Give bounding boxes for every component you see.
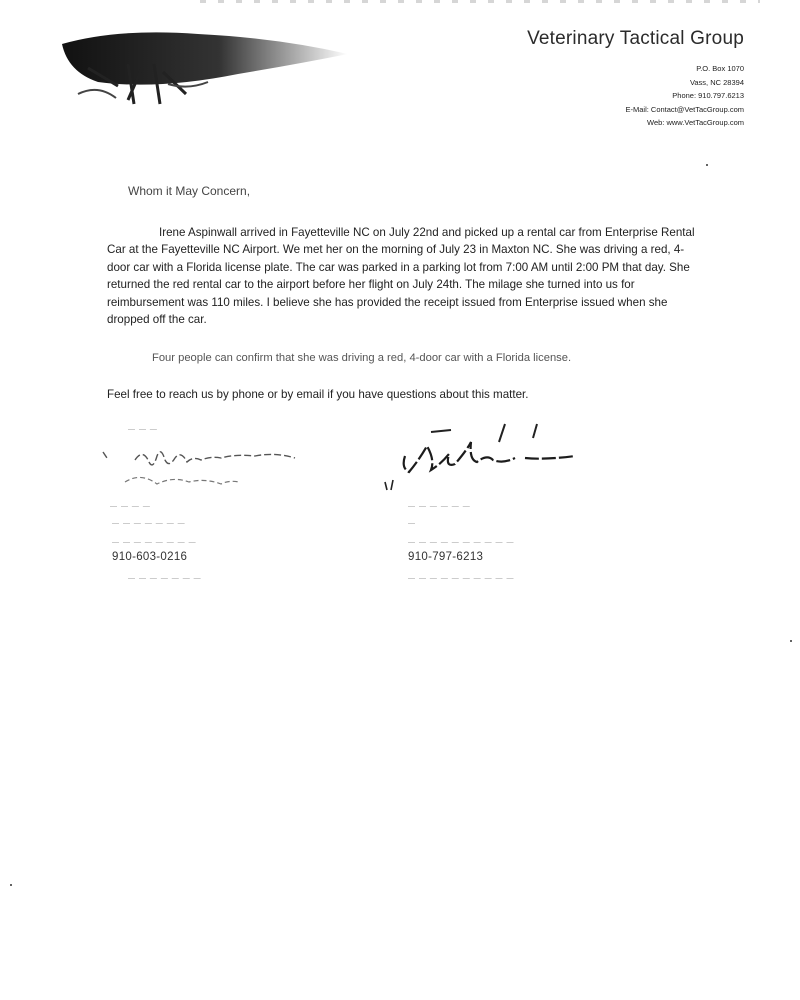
signer-left-title-faded: — — — — — — —	[112, 520, 186, 527]
signer-right-name-faded: — — — — — —	[408, 503, 471, 510]
signer-left-address-faded: — — — — — — — —	[112, 539, 197, 546]
signer-right-title-faded: —	[408, 520, 416, 527]
scan-speck	[790, 640, 792, 642]
address-phone: Phone: 910.797.6213	[672, 91, 744, 100]
address-web: Web: www.VetTacGroup.com	[647, 118, 744, 127]
signer-right-email-faded: — — — — — — — — — —	[408, 575, 515, 582]
scan-noise	[200, 0, 760, 3]
signature-left	[95, 440, 315, 501]
address-email: E-Mail: Contact@VetTacGroup.com	[625, 104, 744, 114]
scan-speck	[706, 164, 708, 166]
signer-left-email-faded: — — — — — — —	[128, 575, 202, 582]
signature-right	[375, 420, 595, 505]
address-city: Vass, NC 28394	[689, 77, 744, 87]
letterhead-contact	[527, 28, 744, 130]
body-paragraph-1: Irene Aspinwall arrived in Fayetteville NC on July 22nd and picked up a rental car from Enterprise Rental Car at the Fayetteville NC Airport. We met her on the morning of July 23 in Maxton NC. She was driving a red, 4-door car with a Florida license plate. The car was parked in a parking lot from 7:00 AM until 2:00 PM that day. She returned the red rental car to the airport before her flight on July 24th. The milage she turned into us for reimbursement was 110 miles. I believe she has provided the receipt issued from Enterprise issued when she dropped off the car.	[107, 226, 695, 327]
body-paragraph-3: Feel free to reach us by phone or by email if you have questions about this matter.	[107, 388, 529, 401]
signer-left-phone: 910-603-0216	[112, 551, 188, 563]
org-logo	[58, 24, 418, 114]
signer-right-phone: 910-797-6213	[408, 551, 484, 563]
body-paragraph-2: Four people can confirm that she was driving a red, 4-door car with a Florida license.	[152, 352, 572, 364]
salutation: Whom it May Concern,	[128, 184, 251, 198]
signer-left-name-faded: — — — —	[110, 503, 151, 510]
closing-faded: — — —	[128, 426, 158, 433]
org-name: Veterinary Tactical Group	[527, 28, 744, 49]
scan-speck	[10, 884, 12, 886]
address-pobox: P.O. Box 1070	[696, 64, 744, 73]
signer-right-address-faded: — — — — — — — — — —	[408, 539, 515, 546]
